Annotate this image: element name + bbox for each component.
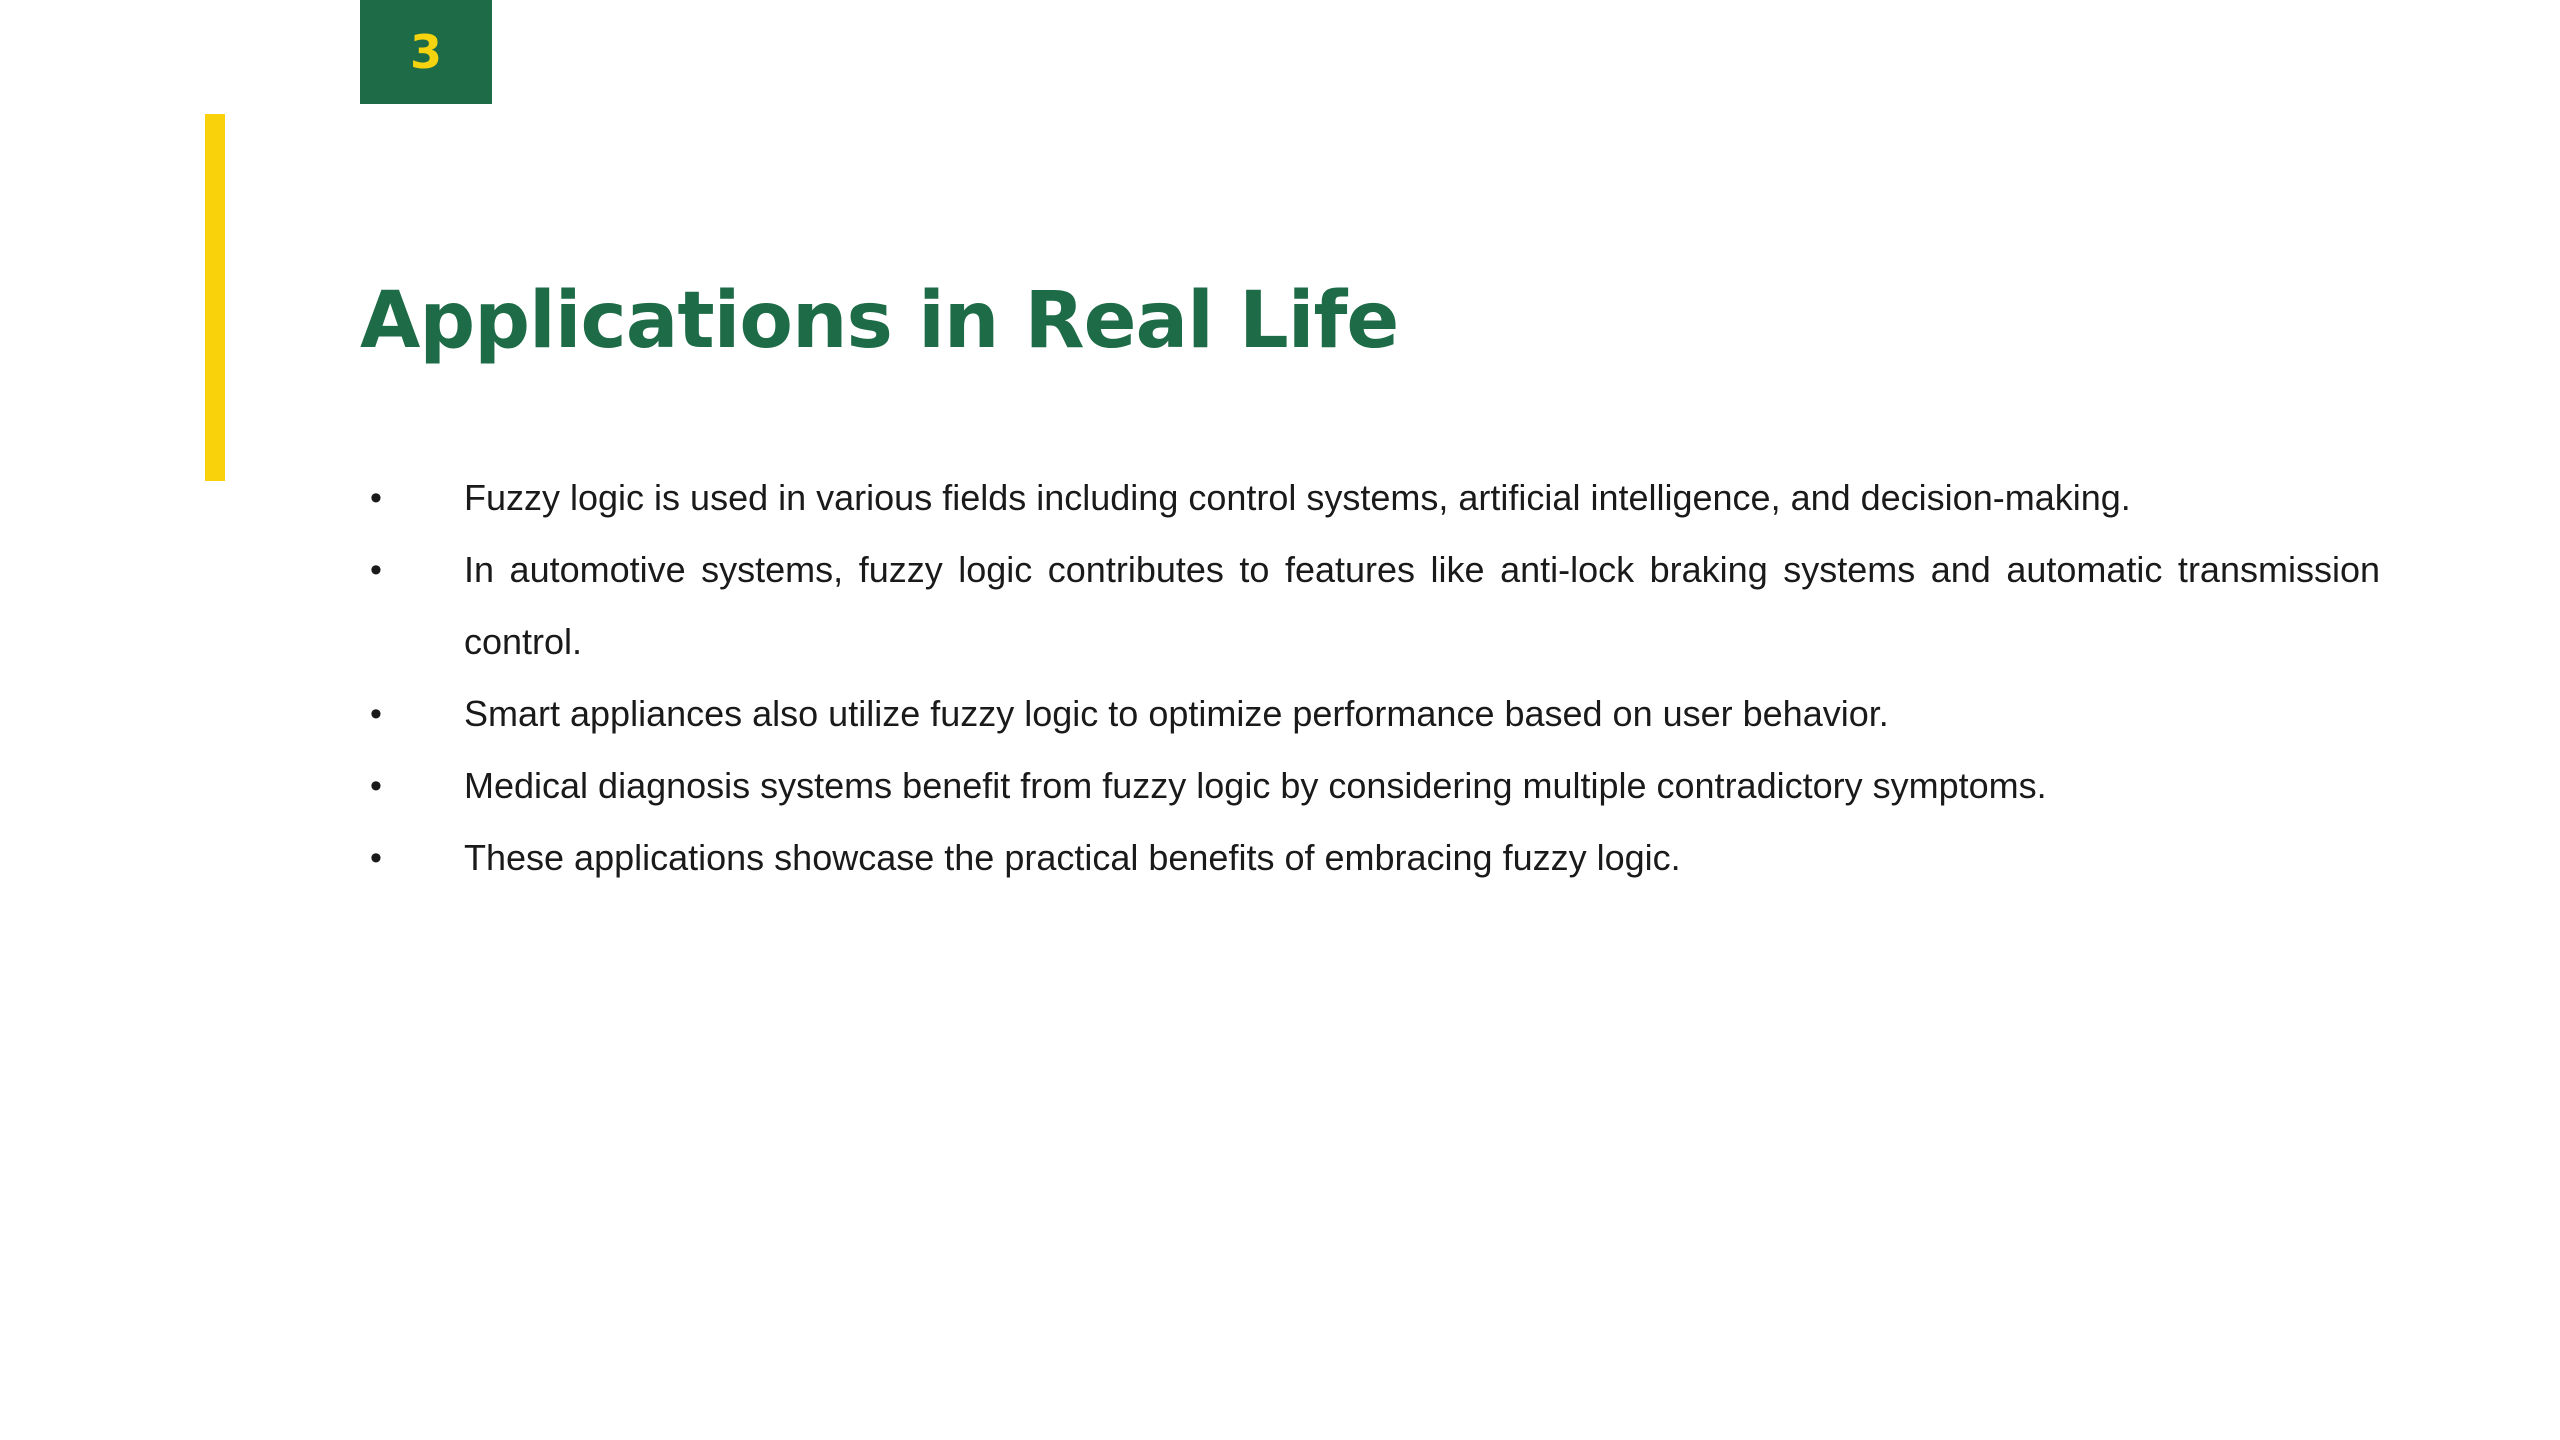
bullet-item: [360, 822, 2380, 894]
bullet-icon: •: [370, 695, 382, 733]
page-number: 3: [409, 25, 442, 79]
bullet-text: In automotive systems, fuzzy logic contributes to features like anti-lock braking systems and automatic transmission control.: [464, 549, 2380, 662]
bullet-text: These applications showcase the practical benefits of embracing fuzzy logic.: [464, 837, 1681, 878]
bullet-item: [360, 462, 2380, 534]
page-number-badge: [360, 0, 492, 104]
bullet-icon: •: [370, 767, 382, 805]
bullet-item: [360, 750, 2380, 822]
bullet-icon: •: [370, 479, 382, 517]
bullet-text: Medical diagnosis systems benefit from fuzzy logic by considering multiple contradictory symptoms.: [464, 765, 2047, 806]
bullet-text: Smart appliances also utilize fuzzy logic to optimize performance based on user behavior.: [464, 693, 1889, 734]
accent-bar: [205, 114, 225, 481]
bullet-text: Fuzzy logic is used in various fields including control systems, artificial intelligence, and decision-making.: [464, 477, 2131, 518]
bullet-icon: •: [370, 839, 382, 877]
bullet-list: [360, 462, 2380, 894]
bullet-item: [360, 678, 2380, 750]
slide-title: Applications in Real Life: [360, 276, 1399, 366]
bullet-item: [360, 534, 2380, 678]
bullet-icon: •: [370, 551, 382, 589]
